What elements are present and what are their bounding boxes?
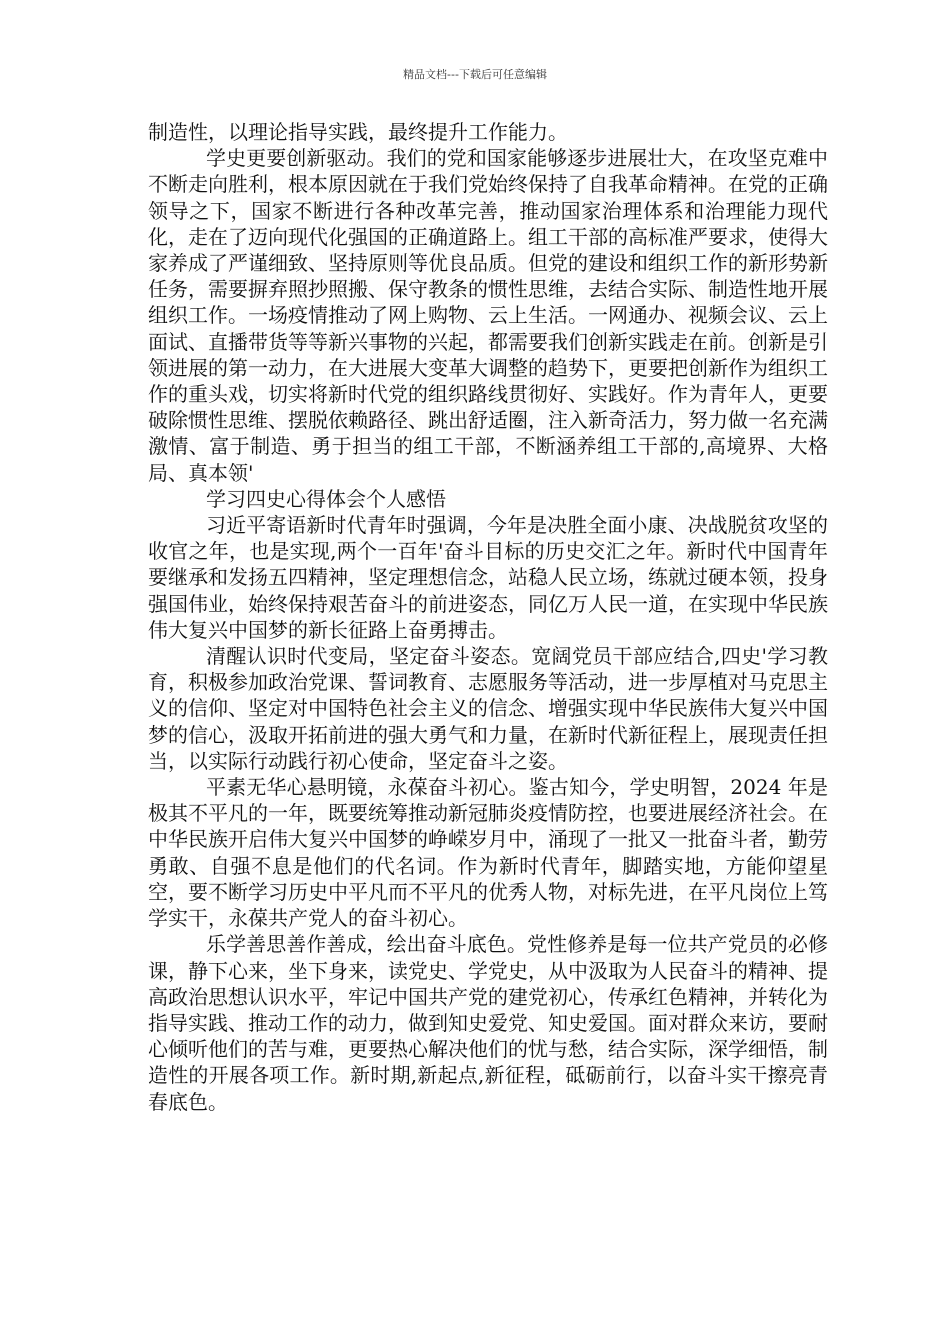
paragraph: 习近平寄语新时代青年时强调，今年是决胜全面小康、决战脱贫攻坚的收官之年，也是实现,两个一百年'奋斗目标的历史交汇之年。新时代中国青年要继承和发扬五四精神，坚定理想信念，站稳人民立场，练就过硬本领，投身强国伟业，始终保持艰苦奋斗的前进姿态，同亿万人民一道，在实现中华民族伟大复兴中国梦的新长征路上奋勇搏击。	[148, 513, 828, 642]
section-title: 学习四史心得体会个人感悟	[206, 486, 446, 511]
paragraph: 清醒认识时代变局，坚定奋斗姿态。宽阔党员干部应结合,四史'学习教育，积极参加政治党课、誓词教育、志愿服务等活动，进一步厚植对马克思主义的信仰、坚定对中国特色社会主义的信念、增强实现中华民族伟大复兴中国梦的信心，汲取开拓前进的强大勇气和力量，在新时代新征程上，展现责任担当，以实际行动践行初心使命，坚定奋斗之姿。	[148, 644, 828, 773]
paragraph: 制造性，以理论指导实践，最终提升工作能力。	[148, 120, 568, 144]
document-body	[148, 119, 828, 1115]
paragraph: 乐学善思善作善成，绘出奋斗底色。党性修养是每一位共产党员的必修课，静下心来，坐下身来，读党史、学党史，从中汲取为人民奋斗的精神、提高政治思想认识水平，牢记中国共产党的建党初心，传承红色精神，并转化为指导实践、推动工作的动力，做到知史爱党、知史爱国。面对群众来访，要耐心倾听他们的苦与难，更要热心解决他们的忧与愁，结合实际，深学细悟，制造性的开展各项工作。新时期,新起点,新征程，砥砺前行，以奋斗实干擦亮青春底色。	[148, 932, 828, 1114]
paragraph: 学史更要创新驱动。我们的党和国家能够逐步进展壮大，在攻坚克难中不断走向胜利，根本原因就在于我们党始终保持了自我革命精神。在党的正确领导之下，国家不断进行各种改革完善，推动国家治理体系和治理能力现代化，走在了迈向现代化强国的正确道路上。组工干部的高标准严要求，使得大家养成了严谨细致、坚持原则等优良品质。但党的建设和组织工作的新形势新任务，需要摒弃照抄照搬、保守教条的惯性思维，去结合实际、制造性地开展组织工作。一场疫情推动了网上购物、云上生活。一网通办、视频会议、云上面试、直播带货等等新兴事物的兴起，都需要我们创新实践走在前。创新是引领进展的第一动力，在大进展大变革大调整的趋势下，更要把创新作为组织工作的重头戏，切实将新时代党的组织路线贯彻好、实践好。作为青年人，更要破除惯性思维、摆脱依赖路径、跳出舒适圈，注入新奇活力，努力做一名充满激情、富于制造、勇于担当的组工干部，不断涵养组工干部的,高境界、大格局、真本领'	[148, 146, 828, 485]
page-header: 精品文档---下载后可任意编辑	[403, 68, 547, 81]
paragraph: 平素无华心悬明镜，永葆奋斗初心。鉴古知今，学史明智，2024 年是极其不平凡的一年，既要统筹推动新冠肺炎疫情防控，也要进展经济社会。在中华民族开启伟大复兴中国梦的峥嵘岁月中，涌现了一批又一批奋斗者，勤劳勇敢、自强不息是他们的代名词。作为新时代青年，脚踏实地，方能仰望星空，要不断学习历史中平凡而不平凡的优秀人物，对标先进，在平凡岗位上笃学实干，永葆共产党人的奋斗初心。	[148, 775, 828, 931]
